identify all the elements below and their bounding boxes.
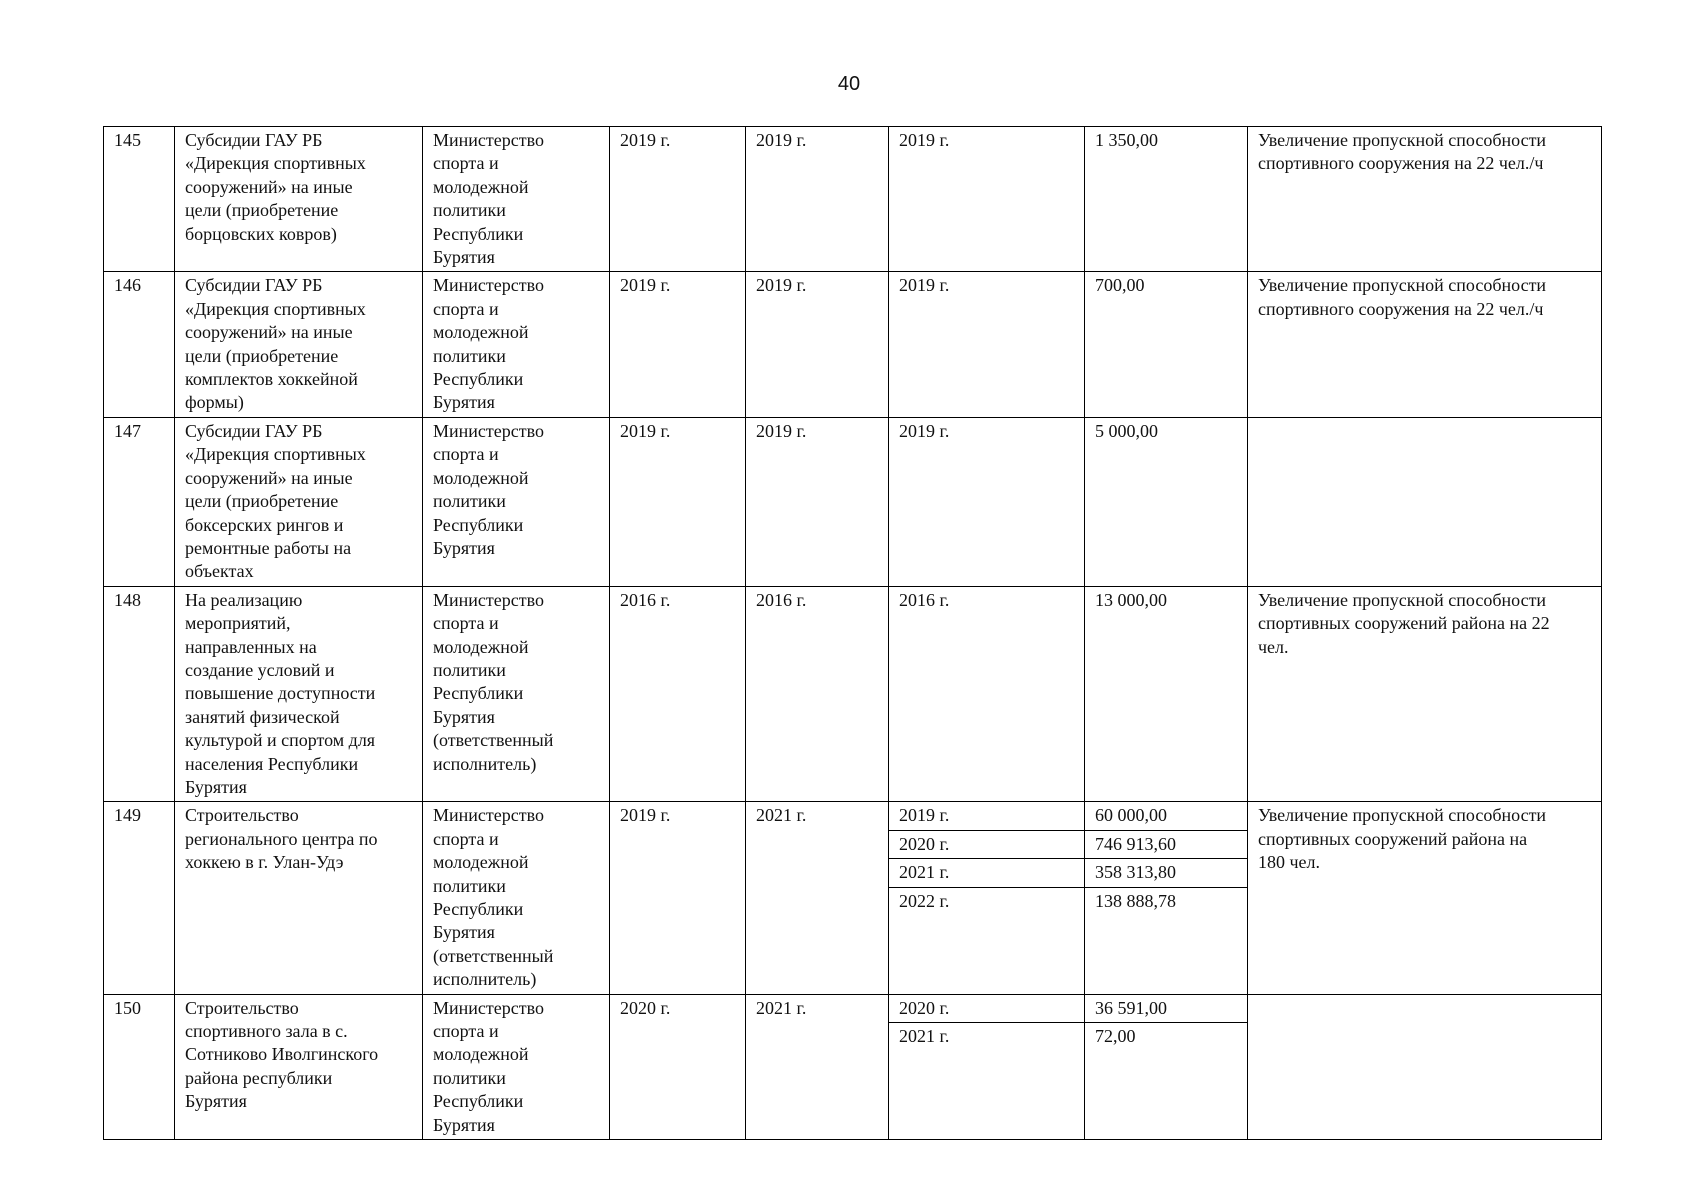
funding-years-cell (889, 586, 1085, 802)
funding-years-cell-entry: 2020 г. (889, 830, 1084, 858)
row-number-cell: 150 (104, 994, 175, 1139)
executor-cell: Министерство спорта и молодежной политики Республики Бурятия (423, 417, 610, 586)
start-year-cell: 2019 г. (610, 417, 746, 586)
executor-cell: Министерство спорта и молодежной политики Республики Бурятия (ответственный исполнитель) (423, 802, 610, 994)
funding-years-cell-list (889, 272, 1084, 299)
funding-years-cell-entry: 2022 г. (899, 890, 950, 911)
expected-result-cell: Увеличение пропускной способности спортивного сооружения на 22 чел./ч (1248, 272, 1602, 417)
funding-amounts-cell-list (1085, 802, 1247, 915)
funding-years-cell-list (889, 587, 1084, 614)
end-year-cell: 2019 г. (746, 127, 889, 272)
funding-amounts-cell-entry: 13 000,00 (1095, 589, 1167, 610)
activity-name-cell: Строительство спортивного зала в с. Сотниково Иволгинского района республики Бурятия (175, 994, 423, 1139)
row-number-cell: 145 (104, 127, 175, 272)
funding-amounts-cell-list (1085, 272, 1247, 299)
funding-amounts-cell-list (1085, 127, 1247, 154)
page-number: 40 (837, 73, 861, 95)
funding-amounts-cell-entry: 72,00 (1095, 1026, 1136, 1047)
row-number-cell: 149 (104, 802, 175, 994)
program-table (103, 126, 1602, 1140)
funding-amounts-cell-entry: 358 313,80 (1085, 859, 1247, 887)
start-year-cell: 2019 г. (610, 272, 746, 417)
executor-cell: Министерство спорта и молодежной политики Республики Бурятия (ответственный исполнитель) (423, 586, 610, 802)
expected-result-cell: Увеличение пропускной способности спортивных сооружений района на 180 чел. (1248, 802, 1602, 994)
end-year-cell: 2019 г. (746, 272, 889, 417)
start-year-cell: 2019 г. (610, 127, 746, 272)
table-row (104, 802, 1602, 994)
table-row (104, 586, 1602, 802)
activity-name-cell: На реализацию мероприятий, направленных на создание условий и повышение доступности занятий физической культурой и спортом для населения Республики Бурятия (175, 586, 423, 802)
start-year-cell: 2016 г. (610, 586, 746, 802)
table-body (104, 127, 1602, 1140)
table-row (104, 127, 1602, 272)
end-year-cell: 2016 г. (746, 586, 889, 802)
funding-years-cell-list (889, 802, 1084, 915)
funding-years-cell-entry: 2020 г. (889, 995, 1084, 1023)
funding-amounts-cell-entry: 36 591,00 (1085, 995, 1247, 1023)
funding-amounts-cell (1085, 586, 1248, 802)
executor-cell: Министерство спорта и молодежной политики Республики Бурятия (423, 127, 610, 272)
table-row (104, 417, 1602, 586)
activity-name-cell: Субсидии ГАУ РБ «Дирекция спортивных сооружений» на иные цели (приобретение комплектов хоккейной формы) (175, 272, 423, 417)
funding-years-cell-entry: 2019 г. (889, 802, 1084, 830)
funding-amounts-cell-entry: 1 350,00 (1095, 130, 1158, 150)
end-year-cell: 2021 г. (746, 994, 889, 1139)
executor-cell: Министерство спорта и молодежной политики Республики Бурятия (423, 272, 610, 417)
row-number-cell: 146 (104, 272, 175, 417)
funding-years-cell (889, 127, 1085, 272)
expected-result-cell: Увеличение пропускной способности спортивных сооружений района на 22 чел. (1248, 586, 1602, 802)
funding-years-cell-entry: 2021 г. (899, 1026, 950, 1047)
row-number-cell: 147 (104, 417, 175, 586)
funding-amounts-cell (1085, 127, 1248, 272)
activity-name-cell: Субсидии ГАУ РБ «Дирекция спортивных сооружений» на иные цели (приобретение боксерских рингов и ремонтные работы на объектах (175, 417, 423, 586)
expected-result-cell (1248, 994, 1602, 1139)
funding-years-cell-entry: 2021 г. (889, 859, 1084, 887)
funding-amounts-cell-entry: 138 888,78 (1095, 890, 1176, 911)
funding-amounts-cell-list (1085, 995, 1247, 1051)
funding-years-cell-list (889, 995, 1084, 1051)
funding-years-cell-entry: 2019 г. (899, 275, 950, 296)
funding-years-cell-entry: 2019 г. (899, 130, 950, 150)
funding-years-cell (889, 272, 1085, 417)
executor-cell: Министерство спорта и молодежной политики Республики Бурятия (423, 994, 610, 1139)
funding-amounts-cell (1085, 417, 1248, 586)
funding-years-cell (889, 417, 1085, 586)
end-year-cell: 2021 г. (746, 802, 889, 994)
funding-amounts-cell-entry: 700,00 (1095, 275, 1145, 296)
funding-amounts-cell-list (1085, 587, 1247, 614)
activity-name-cell: Строительство регионального центра по хоккею в г. Улан-Удэ (175, 802, 423, 994)
funding-years-cell-list (889, 127, 1084, 154)
start-year-cell: 2019 г. (610, 802, 746, 994)
funding-years-cell-list (889, 418, 1084, 445)
table-row (104, 994, 1602, 1139)
expected-result-cell (1248, 417, 1602, 586)
funding-years-cell-entry: 2019 г. (899, 420, 950, 441)
start-year-cell: 2020 г. (610, 994, 746, 1139)
funding-amounts-cell-entry: 60 000,00 (1085, 802, 1247, 830)
expected-result-cell: Увеличение пропускной способности спортивного сооружения на 22 чел./ч (1248, 127, 1602, 272)
activity-name-cell: Субсидии ГАУ РБ «Дирекция спортивных сооружений» на иные цели (приобретение борцовских ковров) (175, 127, 423, 272)
end-year-cell: 2019 г. (746, 417, 889, 586)
row-number-cell: 148 (104, 586, 175, 802)
table-row (104, 272, 1602, 417)
funding-years-cell (889, 994, 1085, 1139)
funding-years-cell (889, 802, 1085, 994)
funding-amounts-cell-entry: 746 913,60 (1085, 830, 1247, 858)
funding-amounts-cell-entry: 5 000,00 (1095, 420, 1158, 441)
funding-amounts-cell (1085, 802, 1248, 994)
funding-amounts-cell (1085, 994, 1248, 1139)
funding-amounts-cell (1085, 272, 1248, 417)
funding-amounts-cell-list (1085, 418, 1247, 445)
funding-years-cell-entry: 2016 г. (899, 589, 950, 610)
